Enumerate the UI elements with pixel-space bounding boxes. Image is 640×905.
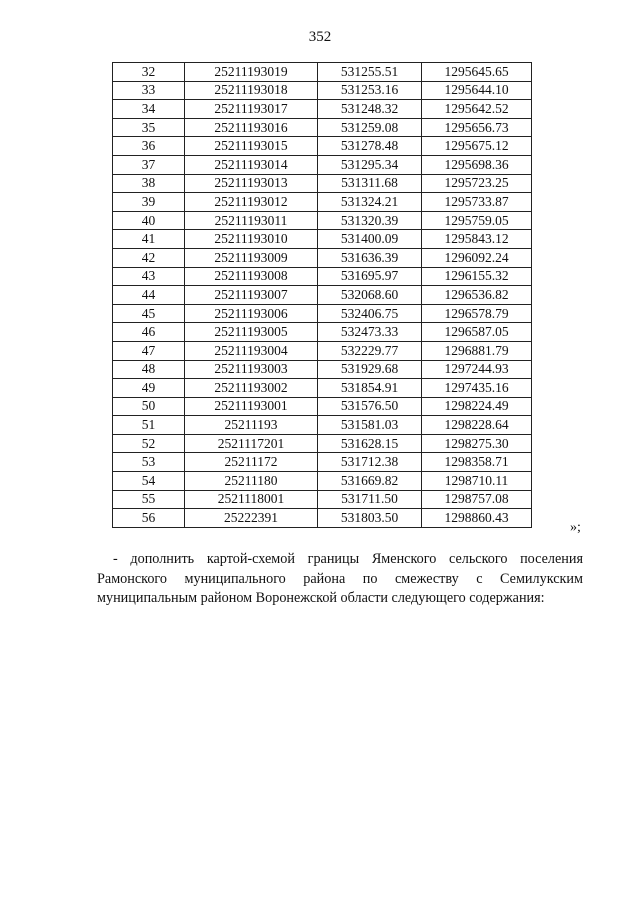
table-row <box>113 174 532 193</box>
x-coordinate-cell: 531295.34 <box>318 155 422 174</box>
y-coordinate-cell: 1295843.12 <box>422 230 532 249</box>
point-number-cell: 35 <box>113 118 185 137</box>
point-number-cell: 47 <box>113 341 185 360</box>
y-coordinate-cell: 1295698.36 <box>422 155 532 174</box>
x-coordinate-cell: 531259.08 <box>318 118 422 137</box>
x-coordinate-cell: 531929.68 <box>318 360 422 379</box>
y-coordinate-cell: 1298710.11 <box>422 472 532 491</box>
table-row <box>113 416 532 435</box>
point-number-cell: 52 <box>113 434 185 453</box>
y-coordinate-cell: 1295656.73 <box>422 118 532 137</box>
point-id-cell: 25211193011 <box>185 211 318 230</box>
x-coordinate-cell: 531854.91 <box>318 379 422 398</box>
page-number: 352 <box>308 29 332 45</box>
x-coordinate-cell: 531581.03 <box>318 416 422 435</box>
point-number-cell: 32 <box>113 63 185 82</box>
x-coordinate-cell: 531278.48 <box>318 137 422 156</box>
x-coordinate-cell: 532068.60 <box>318 286 422 305</box>
point-number-cell: 39 <box>113 193 185 212</box>
y-coordinate-cell: 1295723.25 <box>422 174 532 193</box>
x-coordinate-cell: 531320.39 <box>318 211 422 230</box>
point-id-cell: 25211193012 <box>185 193 318 212</box>
closing-quote: »; <box>570 520 581 535</box>
x-coordinate-cell: 531628.15 <box>318 434 422 453</box>
table-row <box>113 379 532 398</box>
point-number-cell: 50 <box>113 397 185 416</box>
x-coordinate-cell: 532473.33 <box>318 323 422 342</box>
table-row <box>113 286 532 305</box>
point-number-cell: 53 <box>113 453 185 472</box>
y-coordinate-cell: 1295759.05 <box>422 211 532 230</box>
point-id-cell: 25211193007 <box>185 286 318 305</box>
x-coordinate-cell: 531255.51 <box>318 63 422 82</box>
table-row <box>113 100 532 119</box>
table-row <box>113 490 532 509</box>
point-number-cell: 41 <box>113 230 185 249</box>
coordinates-table <box>112 62 532 528</box>
table-row <box>113 453 532 472</box>
point-id-cell: 25211193017 <box>185 100 318 119</box>
x-coordinate-cell: 531712.38 <box>318 453 422 472</box>
point-number-cell: 38 <box>113 174 185 193</box>
x-coordinate-cell: 531669.82 <box>318 472 422 491</box>
point-number-cell: 45 <box>113 304 185 323</box>
x-coordinate-cell: 531576.50 <box>318 397 422 416</box>
y-coordinate-cell: 1296155.32 <box>422 267 532 286</box>
table-row <box>113 267 532 286</box>
point-number-cell: 42 <box>113 248 185 267</box>
point-id-cell: 25211193010 <box>185 230 318 249</box>
y-coordinate-cell: 1298228.64 <box>422 416 532 435</box>
y-coordinate-cell: 1298860.43 <box>422 509 532 528</box>
table-row <box>113 509 532 528</box>
point-id-cell: 25211193001 <box>185 397 318 416</box>
table-row <box>113 118 532 137</box>
point-number-cell: 55 <box>113 490 185 509</box>
y-coordinate-cell: 1295675.12 <box>422 137 532 156</box>
point-id-cell: 25211193002 <box>185 379 318 398</box>
x-coordinate-cell: 531248.32 <box>318 100 422 119</box>
table-row <box>113 211 532 230</box>
table-row <box>113 472 532 491</box>
x-coordinate-cell: 531803.50 <box>318 509 422 528</box>
point-id-cell: 25211193014 <box>185 155 318 174</box>
y-coordinate-cell: 1297435.16 <box>422 379 532 398</box>
table-row <box>113 230 532 249</box>
point-id-cell: 25211193009 <box>185 248 318 267</box>
table-row <box>113 341 532 360</box>
y-coordinate-cell: 1296092.24 <box>422 248 532 267</box>
x-coordinate-cell: 531324.21 <box>318 193 422 212</box>
y-coordinate-cell: 1295642.52 <box>422 100 532 119</box>
table-row <box>113 81 532 100</box>
point-id-cell: 25211193008 <box>185 267 318 286</box>
point-id-cell: 25211193013 <box>185 174 318 193</box>
y-coordinate-cell: 1296881.79 <box>422 341 532 360</box>
point-id-cell: 25211180 <box>185 472 318 491</box>
point-id-cell: 25211172 <box>185 453 318 472</box>
point-id-cell: 2521117201 <box>185 434 318 453</box>
point-id-cell: 25211193005 <box>185 323 318 342</box>
point-number-cell: 40 <box>113 211 185 230</box>
x-coordinate-cell: 531695.97 <box>318 267 422 286</box>
point-number-cell: 51 <box>113 416 185 435</box>
point-id-cell: 2521118001 <box>185 490 318 509</box>
x-coordinate-cell: 532406.75 <box>318 304 422 323</box>
point-id-cell: 25211193018 <box>185 81 318 100</box>
x-coordinate-cell: 531253.16 <box>318 81 422 100</box>
point-number-cell: 56 <box>113 509 185 528</box>
x-coordinate-cell: 531311.68 <box>318 174 422 193</box>
y-coordinate-cell: 1296578.79 <box>422 304 532 323</box>
x-coordinate-cell: 532229.77 <box>318 341 422 360</box>
x-coordinate-cell: 531636.39 <box>318 248 422 267</box>
y-coordinate-cell: 1298224.49 <box>422 397 532 416</box>
y-coordinate-cell: 1296587.05 <box>422 323 532 342</box>
y-coordinate-cell: 1295644.10 <box>422 81 532 100</box>
point-id-cell: 25222391 <box>185 509 318 528</box>
point-number-cell: 48 <box>113 360 185 379</box>
point-number-cell: 46 <box>113 323 185 342</box>
table-row <box>113 434 532 453</box>
table-row <box>113 193 532 212</box>
table-row <box>113 155 532 174</box>
x-coordinate-cell: 531711.50 <box>318 490 422 509</box>
point-id-cell: 25211193019 <box>185 63 318 82</box>
point-number-cell: 37 <box>113 155 185 174</box>
point-id-cell: 25211193016 <box>185 118 318 137</box>
y-coordinate-cell: 1295733.87 <box>422 193 532 212</box>
point-id-cell: 25211193 <box>185 416 318 435</box>
y-coordinate-cell: 1295645.65 <box>422 63 532 82</box>
point-number-cell: 54 <box>113 472 185 491</box>
table-row <box>113 323 532 342</box>
table-row <box>113 397 532 416</box>
table-row <box>113 137 532 156</box>
point-number-cell: 49 <box>113 379 185 398</box>
point-number-cell: 33 <box>113 81 185 100</box>
point-number-cell: 34 <box>113 100 185 119</box>
point-number-cell: 36 <box>113 137 185 156</box>
y-coordinate-cell: 1297244.93 <box>422 360 532 379</box>
table-row <box>113 304 532 323</box>
y-coordinate-cell: 1296536.82 <box>422 286 532 305</box>
y-coordinate-cell: 1298757.08 <box>422 490 532 509</box>
point-number-cell: 44 <box>113 286 185 305</box>
point-id-cell: 25211193006 <box>185 304 318 323</box>
coordinates-table-body <box>113 63 532 528</box>
table-row <box>113 63 532 82</box>
y-coordinate-cell: 1298275.30 <box>422 434 532 453</box>
table-row <box>113 248 532 267</box>
point-id-cell: 25211193004 <box>185 341 318 360</box>
point-number-cell: 43 <box>113 267 185 286</box>
amendment-paragraph: - дополнить картой-схемой границы Яменского сельского поселения Рамонского муниципального района по смежеству с Семилукским муниципальным районом Воронежской области следующего содержания: <box>97 551 583 606</box>
y-coordinate-cell: 1298358.71 <box>422 453 532 472</box>
table-row <box>113 360 532 379</box>
point-id-cell: 25211193015 <box>185 137 318 156</box>
x-coordinate-cell: 531400.09 <box>318 230 422 249</box>
point-id-cell: 25211193003 <box>185 360 318 379</box>
